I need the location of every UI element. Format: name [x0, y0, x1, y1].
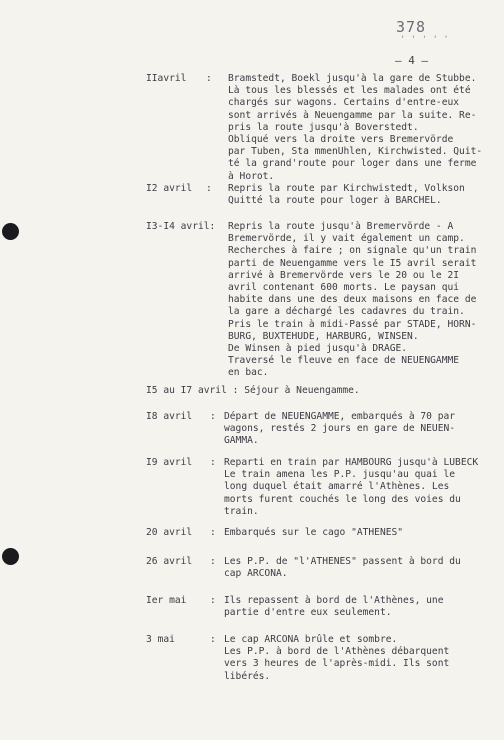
entry-date: Ier mai — [146, 595, 187, 606]
folio-number: 378 — [396, 18, 427, 36]
entry-date: 20 avril — [146, 527, 193, 538]
folio-ticks: ' ' ' ' ' — [400, 35, 449, 45]
entry-date: 3 mai — [146, 634, 175, 645]
page-number: — 4 — — [395, 54, 429, 67]
entry-text: Bramstedt, Boekl jusqu'à la gare de Stubbe. Là tous les blessés et les malades ont été chargés sur wagons. Certains d'entre-eux sont arrivés à Neuengamme par la suite. Re- pris la route jusqu'à Boverstedt. Obliqué vers la droite vers Bremervörde par Tuben, Sta mmenUhlen, Kirchwisted. Quit- té la grand'route pour loger dans une ferme à Horot. — [228, 73, 483, 182]
entry-colon: : — [210, 457, 216, 468]
entry-colon: : — [210, 556, 216, 567]
entry-date: IIavril — [146, 73, 187, 84]
entry-text: Les P.P. de "l'ATHENES" passent à bord du cap ARCONA. — [224, 556, 461, 580]
entry-date: I2 avril — [146, 183, 193, 194]
entry-text: Reparti en train par HAMBOURG jusqu'à LUBECK Le train amena les P.P. jusqu'au quai le long duquel était amarré l'Athènes. Les morts furent couchés le long des voies du train. — [224, 457, 479, 517]
entry-date: I8 avril — [146, 411, 193, 422]
binder-hole-bottom — [2, 548, 19, 565]
entry-date: I3-I4 avril: — [146, 221, 216, 232]
entry-date: 26 avril — [146, 556, 193, 567]
entry-text: Départ de NEUENGAMME, embarqués à 70 par wagons, restés 2 jours en gare de NEUEN- GAMMA. — [224, 411, 456, 447]
entry-text: Ils repassent à bord de l'Athènes, une partie d'entre eux seulement. — [224, 595, 444, 619]
binder-hole-top — [2, 223, 19, 240]
entry-colon: : — [210, 634, 216, 645]
entry-text: Embarqués sur le cago "ATHENES" — [224, 527, 404, 538]
entry-colon: : — [210, 411, 216, 422]
entry-text: Le cap ARCONA brûle et sombre. Les P.P. à bord de l'Athènes débarquent vers 3 heures de l'après-midi. Ils sont libérés. — [224, 634, 450, 682]
sejour-line: I5 au I7 avril : Séjour à Neuengamme. — [146, 385, 360, 396]
entry-colon: : — [210, 527, 216, 538]
entry-colon: : — [206, 73, 212, 84]
entry-colon: : — [206, 183, 212, 194]
entry-text: Repris la route jusqu'à Bremervörde - A Bremervörde, il y vait également un camp. Recherches à faire ; on signale qu'un train parti de Neuengamme vers le I5 avril serait arrivé à Bremervörde vers le 20 ou le 2I avril contenant 600 morts. Le paysan qui habite dans une des deux maisons en face de la gare a déchargé les cadavres du train. Pris le train à midi-Passé par STADE, HORN- BURG, BUXTEHUDE, HARBURG, WINSEN. De Winsen à pied jusqu'à DRAGE. Traversé le fleuve en face de NEUENGAMME en bac. — [228, 221, 477, 379]
entry-text: Repris la route par Kirchwistedt, Volkson Quitté la route pour loger à BARCHEL. — [228, 183, 465, 207]
entry-colon: : — [210, 595, 216, 606]
entry-date: I9 avril — [146, 457, 193, 468]
